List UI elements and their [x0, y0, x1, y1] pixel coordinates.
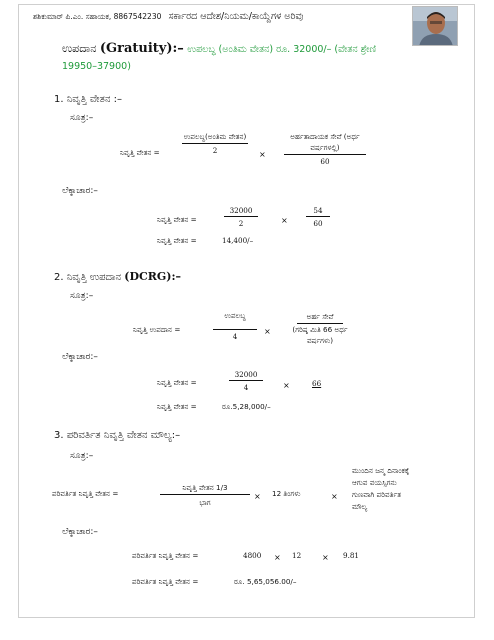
- author-photo: [412, 6, 458, 46]
- section-1-calc-fraction-1: [224, 206, 258, 228]
- section-2-result-lhs: ನಿವೃತ್ತಿ ವೇತನ =: [157, 402, 197, 411]
- fraction-denominator: 60: [320, 157, 330, 166]
- fraction-denominator: 4: [243, 383, 249, 392]
- section-3-heading: 3. ಪರಿವರ್ತಿತ ನಿವೃತ್ತಿ ವೇತನ ಮೌಲ್ಯ:–: [54, 430, 181, 441]
- fraction-numerator: 54: [306, 206, 330, 217]
- section-3-formula-label: ಸೂತ್ರ:–: [70, 451, 94, 461]
- fraction-denominator-line2: ವರ್ಷಗಳು): [306, 336, 334, 345]
- intro-term: (Gratuity):–: [99, 41, 184, 56]
- factor-line3: ಗುಣವಾಗಿ ಪರಿವರ್ತಿತ: [352, 490, 401, 499]
- fraction-numerator: ಉಪಲಬ್ಧ(ಅಂತಿಮ ವೇತನ): [182, 131, 248, 144]
- gratuity-intro-line: [62, 41, 376, 56]
- factor-line2: ಆಗುವ ವಯಸ್ಸಿಗನು: [352, 478, 397, 487]
- header-title: ಸರ್ಕಾರದ ಆದೇಶ/ನಿಯಮ/ಕಾಯ್ದೆಗಳ ಅರಿವು: [168, 11, 304, 22]
- factor-line4: ಮೌಲ್ಯ: [352, 502, 368, 511]
- section-1-calc-lhs: ನಿವೃತ್ತಿ ವೇತನ =: [157, 215, 197, 224]
- fraction-numerator: ನಿವೃತ್ತಿ ವೇತನ 1/3: [160, 482, 250, 495]
- multiply-sign: ×: [281, 216, 288, 225]
- fraction-numerator: ಅರ್ಹತಾದಾಯಕ ಸೇವೆ (ಅರ್ಧ ವರ್ಷಗಳಲ್ಲಿ): [284, 131, 366, 155]
- fraction-numerator: 32000: [229, 370, 263, 381]
- fraction-denominator: 4: [232, 332, 238, 341]
- section-2-calc-lhs: ನಿವೃತ್ತಿ ವೇತನ =: [157, 378, 197, 387]
- fraction-numerator: 32000: [224, 206, 258, 217]
- fraction-numerator: ಉಪಲಬ್ಧ: [213, 311, 257, 330]
- section-1-fraction-2: [284, 131, 366, 166]
- section-3-calc-lhs: ಪರಿವರ್ತಿತ ನಿವೃತ್ತಿ ವೇತನ =: [132, 551, 199, 560]
- section-3-calc-label: ಲೆಕ್ಕಾಚಾರ:–: [62, 527, 98, 537]
- multiply-sign: ×: [264, 327, 271, 336]
- intro-label: ಉಪದಾನ: [62, 42, 97, 55]
- section-2-fraction-1: [213, 311, 257, 341]
- section-2-calc-fraction-1: [229, 370, 263, 392]
- section-1-formula-lhs: ನಿವೃತ್ತಿ ವೇತನ =: [120, 148, 160, 157]
- section-2-heading-text: 2. ನಿವೃತ್ತಿ ಉಪದಾನ: [54, 272, 122, 283]
- page-header: [33, 11, 303, 22]
- section-3-calc-value-1: 4800: [243, 551, 262, 560]
- fraction-denominator: ಭಾಗ: [199, 498, 211, 507]
- multiply-sign: ×: [254, 492, 261, 501]
- multiply-sign: ×: [322, 553, 329, 562]
- section-3-fraction-1: [160, 482, 250, 508]
- section-2-result-value: ರೂ.5,28,000/–: [222, 402, 271, 411]
- section-2-formula-lhs: ನಿವೃತ್ತಿ ಉಪದಾನ =: [133, 325, 181, 334]
- section-3-result-lhs: ಪರಿವರ್ತಿತ ನಿವೃತ್ತಿ ವೇತನ =: [132, 577, 199, 586]
- section-2-calc-label: ಲೆಕ್ಕಾಚಾರ:–: [62, 352, 98, 362]
- section-2-heading: [54, 270, 181, 283]
- section-1-formula-label: ಸೂತ್ರ:–: [70, 113, 94, 123]
- header-author: ಶಶಿಕುಮಾರ್ ಪಿ.ಎಂ. ಸಹಾಯಕ, 8867542230: [33, 12, 162, 21]
- intro-text-line2: 19950–37900): [62, 61, 131, 72]
- section-3-calc-value-2: 12: [292, 551, 302, 560]
- fraction-denominator: 2: [212, 146, 218, 155]
- section-1-result-lhs: ನಿವೃತ್ತಿ ವೇತನ =: [157, 236, 197, 245]
- section-1-heading: 1. ನಿವೃತ್ತಿ ವೇತನ :–: [54, 94, 122, 105]
- section-2-heading-term: (DCRG):–: [124, 270, 182, 283]
- section-3-result-value: ರೂ. 5,65,056.00/–: [234, 577, 297, 586]
- section-1-calc-label: ಲೆಕ್ಕಾಚಾರ:–: [62, 186, 98, 196]
- fraction-denominator: 60: [313, 219, 323, 228]
- fraction-denominator: 2: [238, 219, 244, 228]
- intro-text: ಉಪಲಬ್ಧ (ಅಂತಿಮ ವೇತನ) ರೂ. 32000/– (ವೇತನ ಶ್ರೇಣಿ: [187, 44, 377, 55]
- multiply-sign: ×: [259, 150, 266, 159]
- section-2-calc-value-2: 66: [312, 379, 322, 388]
- section-3-formula-lhs: ಪರಿವರ್ತಿತ ನಿವೃತ್ತಿ ವೇತನ =: [52, 489, 119, 498]
- factor-line1: ಮುಂದಿನ ಜನ್ಮ ದಿನಾಂಕಕ್ಕೆ: [352, 466, 410, 475]
- fraction-numerator: ಅರ್ಹ ಸೇವೆ: [297, 311, 343, 324]
- section-1-result-value: 14,400/–: [222, 236, 254, 245]
- multiply-sign: ×: [283, 381, 290, 390]
- section-3-months: 12 ತಿಂಗಳು: [272, 489, 301, 498]
- section-3-factor-description: [352, 465, 409, 513]
- section-2-fraction-2: [279, 311, 361, 346]
- multiply-sign: ×: [274, 553, 281, 562]
- section-1-calc-fraction-2: [306, 206, 330, 228]
- section-2-formula-label: ಸೂತ್ರ:–: [70, 291, 94, 301]
- fraction-denominator-line1: (ಗರಿಷ್ಠ ಮಿತಿ 66 ಅರ್ಧ: [292, 325, 348, 334]
- section-3-calc-value-3: 9.81: [343, 551, 360, 560]
- multiply-sign: ×: [331, 492, 338, 501]
- section-1-fraction-1: [182, 131, 248, 155]
